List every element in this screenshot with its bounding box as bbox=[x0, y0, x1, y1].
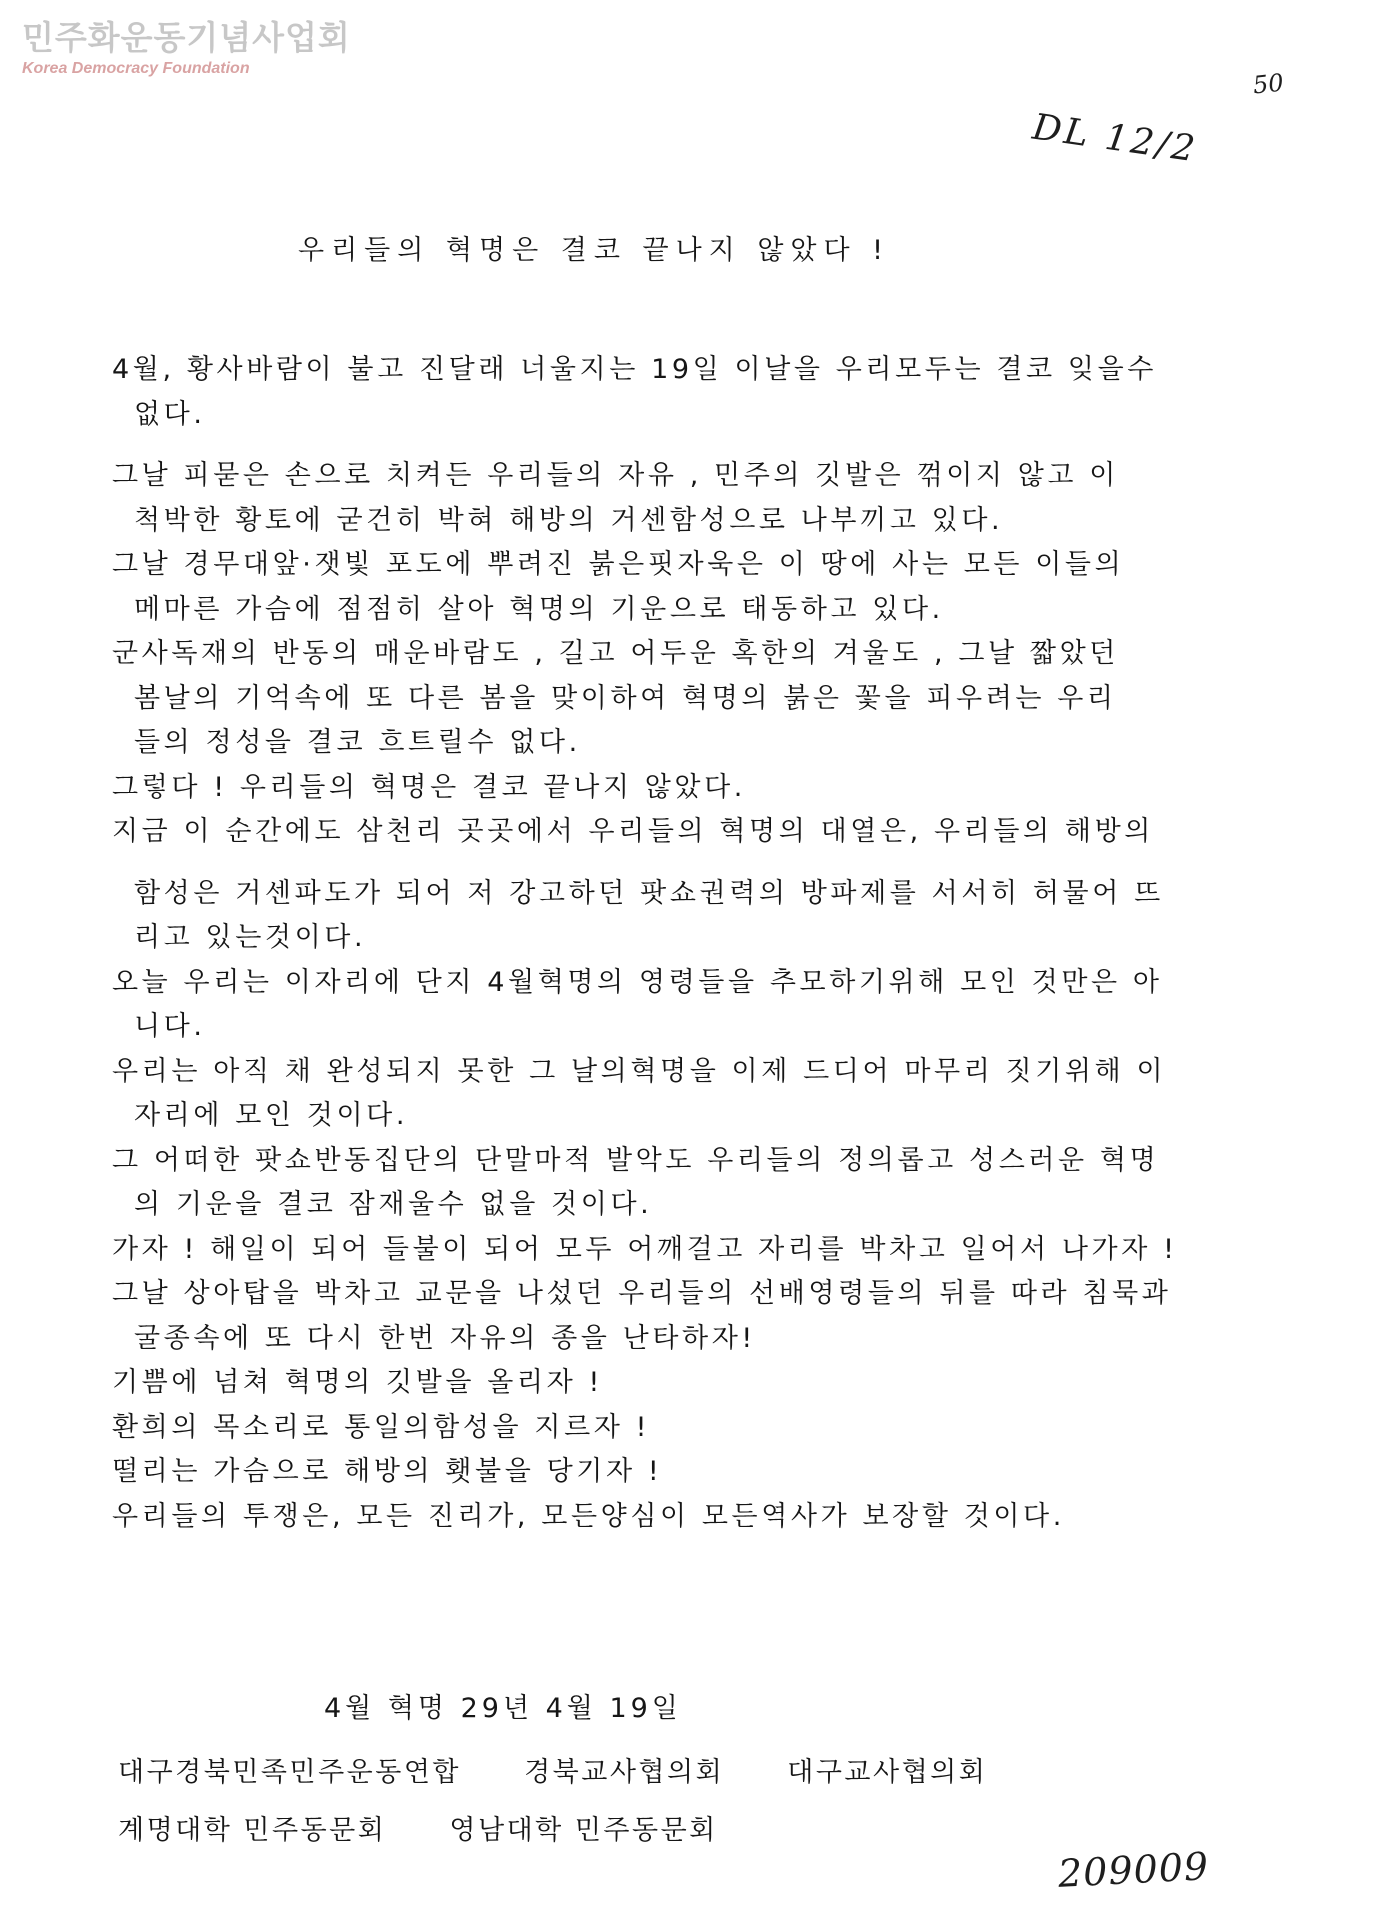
watermark-english: Korea Democracy Foundation bbox=[22, 60, 250, 77]
body-line: 니다. bbox=[134, 1011, 206, 1042]
body-line: 그렇다 ! 우리들의 혁명은 결코 끝나지 않았다. bbox=[112, 771, 746, 803]
signatory-organization: 영남대학 민주동문회 bbox=[449, 1815, 718, 1846]
body-line: 들의 정성을 결코 흐트릴수 없다. bbox=[134, 727, 581, 758]
handwritten-mark-top: DL 12/2 bbox=[1029, 106, 1201, 171]
handwritten-document-number: 209009 bbox=[1056, 1844, 1211, 1896]
watermark-korean: 민주화운동기념사업회 bbox=[22, 18, 351, 57]
signatory-organization: 대구경북민족민주운동연합 bbox=[118, 1757, 461, 1788]
signatory-organization: 계명대학 민주동문회 bbox=[118, 1815, 387, 1846]
body-line: 의 기운을 결코 잠재울수 없을 것이다. bbox=[134, 1189, 653, 1220]
body-text bbox=[112, 348, 1272, 1539]
body-line: 그날 경무대앞·잿빛 포도에 뿌려진 붉은핏자욱은 이 땅에 사는 모든 이들의 bbox=[112, 549, 1125, 580]
body-line: 메마른 가슴에 점점히 살아 혁명의 기운으로 태동하고 있다. bbox=[134, 593, 944, 625]
body-line: 자리에 모인 것이다. bbox=[134, 1100, 409, 1131]
body-line: 그날 피묻은 손으로 치켜든 우리들의 자유 , 민주의 깃발은 꺾이지 않고 이 bbox=[112, 460, 1119, 491]
body-line: 환희의 목소리로 통일의함성을 지르자 ! bbox=[112, 1411, 651, 1443]
body-line: 지금 이 순간에도 삼천리 곳곳에서 우리들의 혁명의 대열은, 우리들의 해방의 bbox=[112, 816, 1154, 847]
signatory-organization: 경북교사협의회 bbox=[524, 1757, 725, 1788]
body-line: 없다. bbox=[134, 398, 206, 430]
body-line: 오늘 우리는 이자리에 단지 4월혁명의 영령들을 추모하기위해 모인 것만은 아 bbox=[112, 966, 1163, 998]
body-line: 기쁨에 넘쳐 혁명의 깃발을 올리자 ! bbox=[112, 1367, 603, 1398]
signatory-list bbox=[118, 1744, 1039, 1860]
body-line: 함성은 거센파도가 되어 저 강고하던 팟쇼권력의 방파제를 서서히 허물어 뜨 bbox=[134, 877, 1164, 909]
body-line: 그날 상아탑을 박차고 교문을 나섰던 우리들의 선배영령들의 뒤를 따라 침묵과 bbox=[112, 1278, 1172, 1309]
signatory-row bbox=[118, 1802, 1039, 1860]
body-line: 리고 있는것이다. bbox=[134, 922, 367, 953]
body-line: 군사독재의 반동의 매운바람도 , 길고 어두운 혹한의 겨울도 , 그날 짧았던 bbox=[112, 638, 1119, 669]
watermark-logo bbox=[22, 18, 351, 80]
handwritten-mark-top-small: 50 bbox=[1251, 68, 1285, 100]
body-line: 가자 ! 해일이 되어 들불이 되어 모두 어깨걸고 자리를 박차고 일어서 나가자 ! bbox=[112, 1233, 1178, 1265]
signatory-row bbox=[118, 1744, 1039, 1802]
body-line: 봄날의 기억속에 또 다른 봄을 맞이하여 혁명의 붉은 꽃을 피우려는 우리 bbox=[134, 682, 1117, 714]
body-line: 척박한 황토에 굳건히 박혀 해방의 거센함성으로 나부끼고 있다. bbox=[134, 504, 1004, 536]
body-line: 우리는 아직 채 완성되지 못한 그 날의혁명을 이제 드디어 마무리 짓기위해 이 bbox=[112, 1055, 1167, 1087]
body-line: 굴종속에 또 다시 한번 자유의 종을 난타하자! bbox=[134, 1322, 756, 1354]
body-line: 그 어떠한 팟쇼반동집단의 단말마적 발악도 우리들의 정의롭고 성스러운 혁명 bbox=[112, 1144, 1160, 1176]
body-line: 떨리는 가슴으로 해방의 횃불을 당기자 ! bbox=[112, 1456, 663, 1487]
body-line: 우리들의 투쟁은, 모든 진리가, 모든양심이 모든역사가 보장할 것이다. bbox=[112, 1500, 1065, 1532]
document-date: 4월 혁명 29년 4월 19일 bbox=[324, 1693, 682, 1724]
document-title: 우리들의 혁명은 결코 끝나지 않았다 ! bbox=[298, 235, 890, 266]
body-line: 4월, 황사바람이 불고 진달래 너울지는 19일 이날을 우리모두는 결코 잊을수 bbox=[112, 354, 1157, 385]
signatory-organization: 대구교사협의회 bbox=[787, 1757, 988, 1788]
